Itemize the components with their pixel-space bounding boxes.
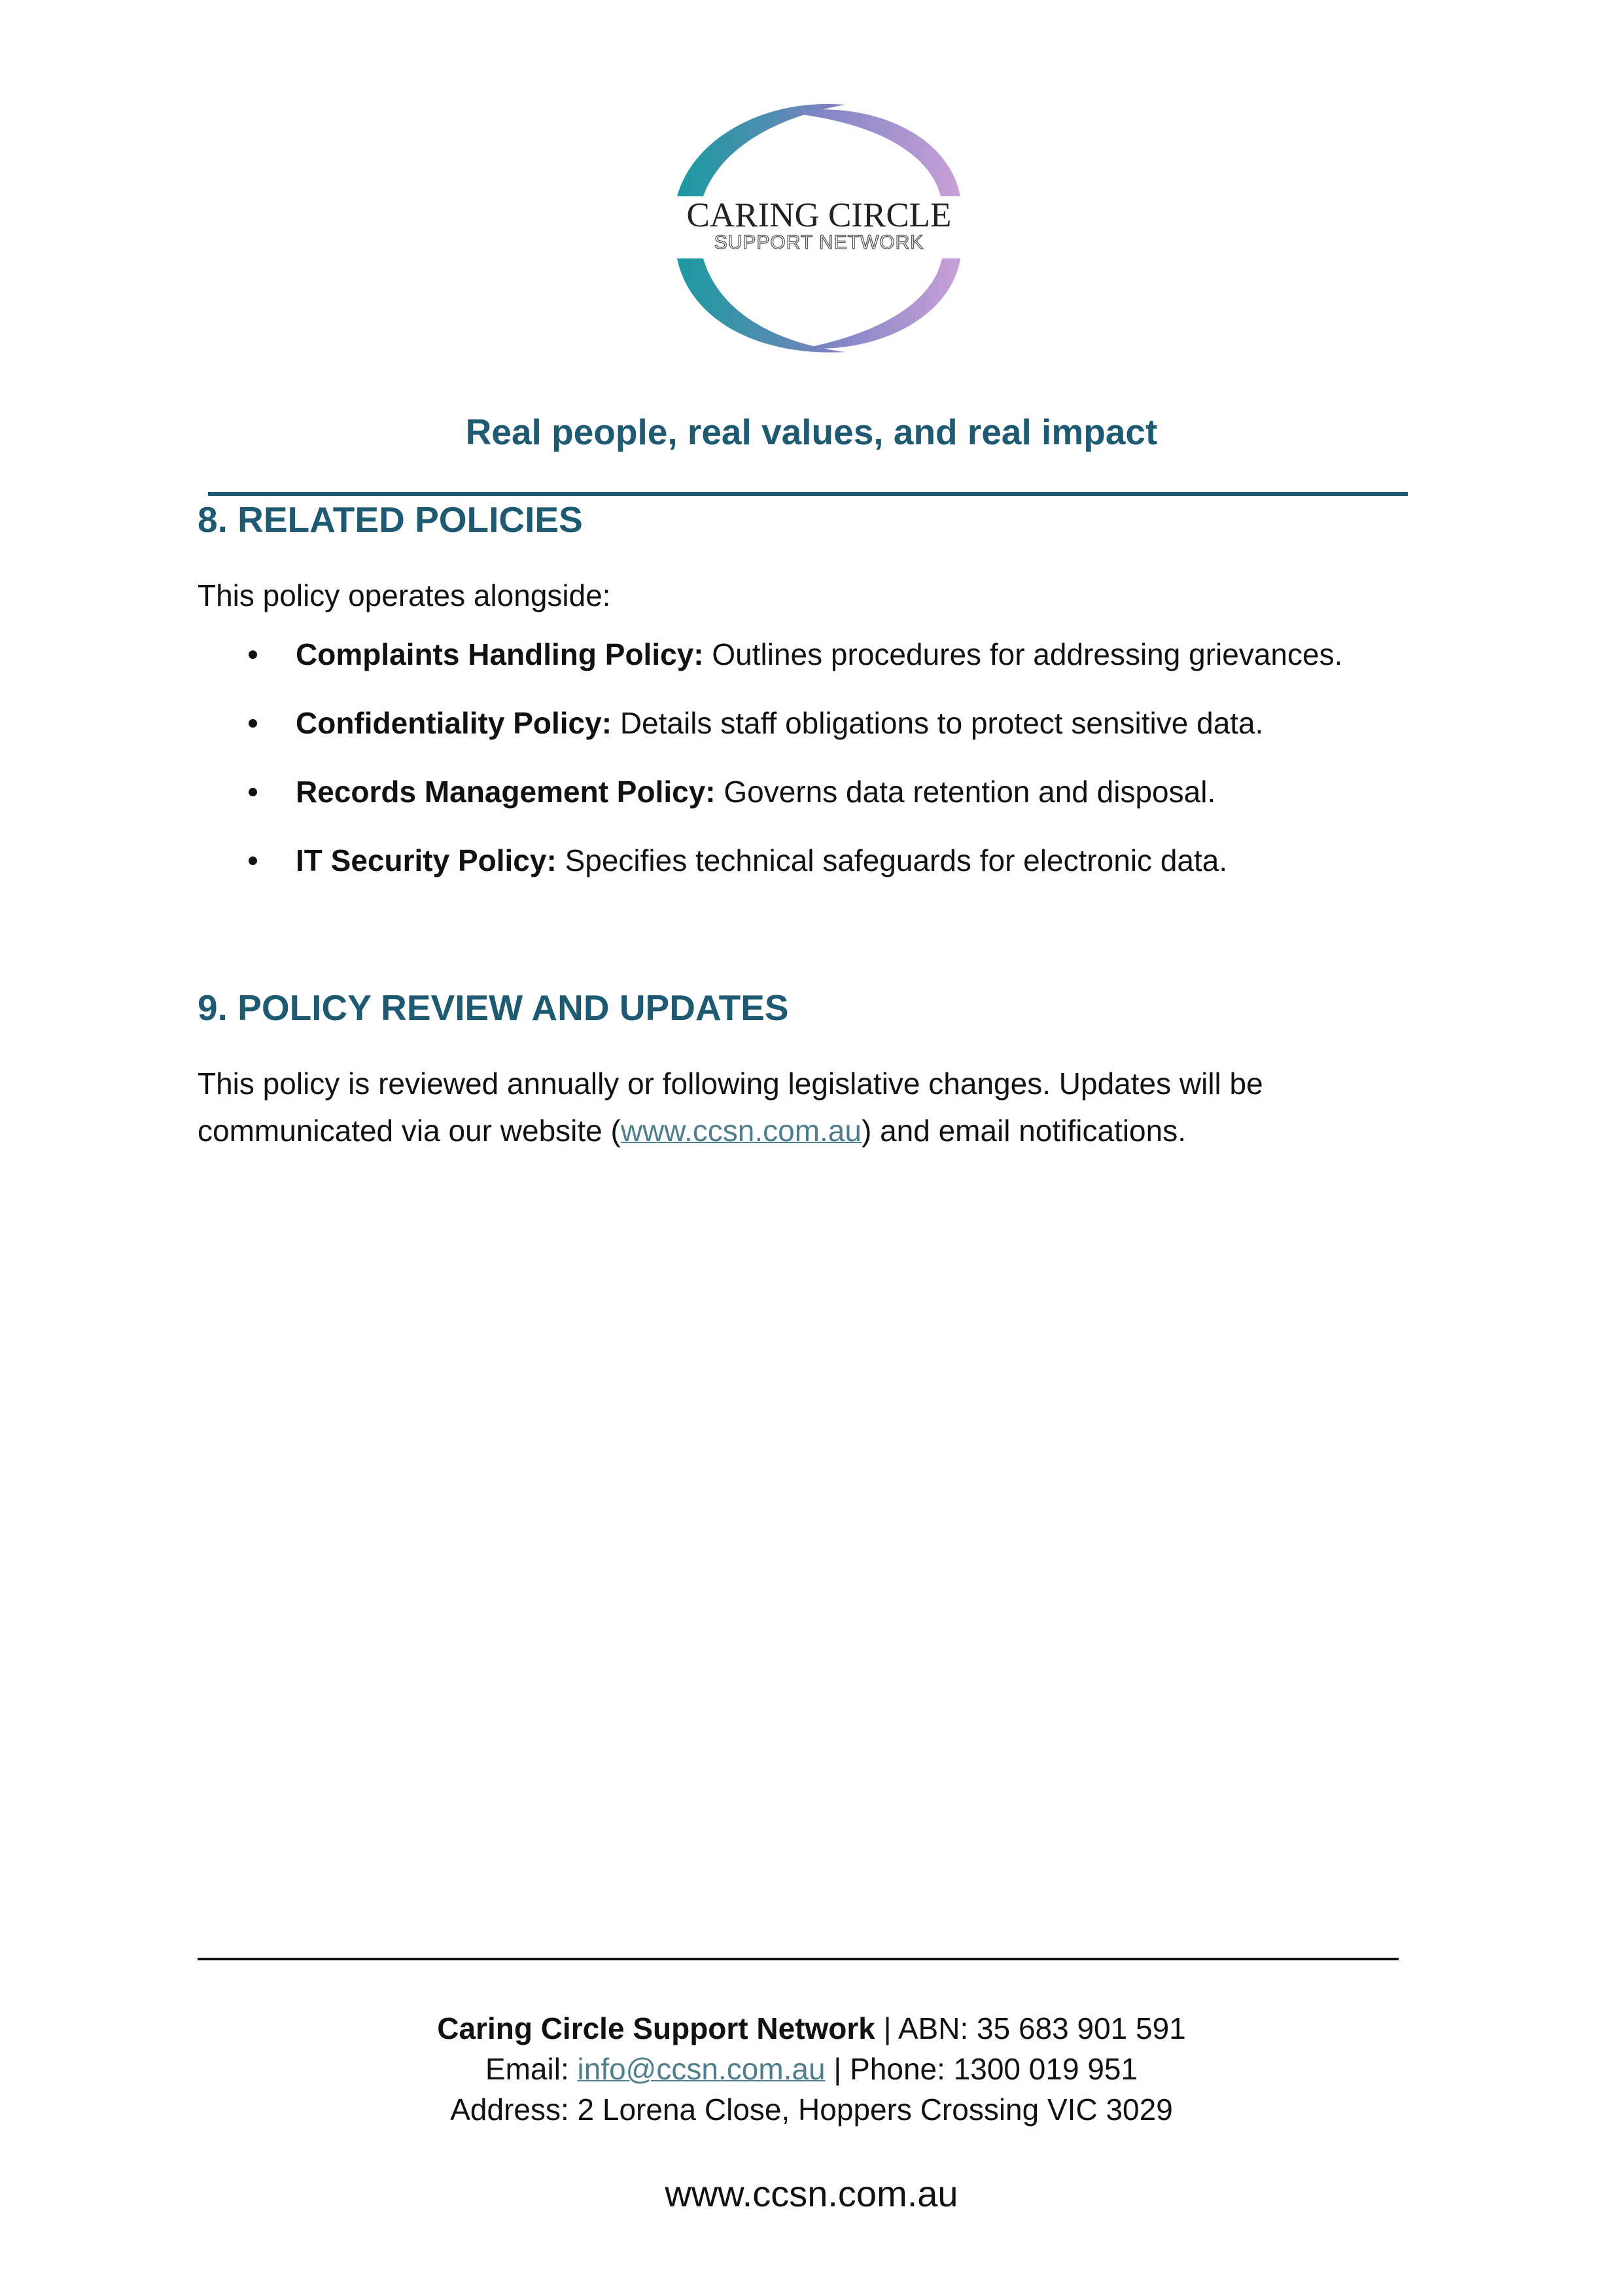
section-8-title: 8. RELATED POLICIES [198,499,583,540]
policy-description: Specifies technical safeguards for electronic data. [556,843,1228,877]
section-9-line-1: This policy is reviewed annually or following legislative changes. Updates will be [198,1067,1263,1101]
header-divider [208,492,1408,496]
logo-ring-graphic [674,98,962,360]
tagline: Real people, real values, and real impact [465,412,1158,452]
list-item [198,635,1440,703]
footer-divider [198,1958,1399,1960]
section-9-body [198,1060,1440,1154]
section-8-intro: This policy operates alongside: [198,578,611,612]
section-9-title: 9. POLICY REVIEW AND UPDATES [198,987,789,1028]
bullet-icon [249,650,257,659]
policy-description: Governs data retention and disposal. [715,775,1216,809]
footer-website: www.ccsn.com.au [665,2173,958,2214]
related-policies-list [198,635,1440,910]
policy-term: Confidentiality Policy: [296,706,612,740]
policy-term: IT Security Policy: [296,843,557,877]
footer-abn: | ABN: 35 683 901 591 [875,2011,1186,2045]
section-9-text: communicated via our website ( [198,1114,621,1148]
logo [674,98,962,360]
footer-email-label: Email: [485,2052,578,2086]
footer-phone: | Phone: 1300 019 951 [825,2052,1138,2086]
website-link[interactable]: www.ccsn.com.au [620,1114,862,1148]
list-item [198,841,1440,910]
list-item [198,772,1440,841]
policy-description: Details staff obligations to protect sensitive data. [612,706,1264,740]
bullet-icon [249,719,257,728]
bullet-icon [249,857,257,865]
list-item [198,703,1440,772]
policy-term: Complaints Handling Policy: [296,637,704,671]
footer-org-line [0,2009,1623,2048]
footer-email-link[interactable]: info@ccsn.com.au [577,2052,826,2086]
section-9-text-end: ) and email notifications. [861,1114,1186,1148]
footer-address: Address: 2 Lorena Close, Hoppers Crossing VIC 3029 [450,2093,1173,2127]
policy-term: Records Management Policy: [296,775,716,809]
logo-subtitle: SUPPORT NETWORK [714,232,924,253]
section-9-line-2 [198,1107,1440,1154]
policy-description: Outlines procedures for addressing grievances. [703,637,1343,671]
footer-org-name: Caring Circle Support Network [437,2011,875,2045]
footer-contact-line [0,2049,1623,2089]
logo-title: CARING CIRCLE [686,196,952,234]
bullet-icon [249,788,257,796]
